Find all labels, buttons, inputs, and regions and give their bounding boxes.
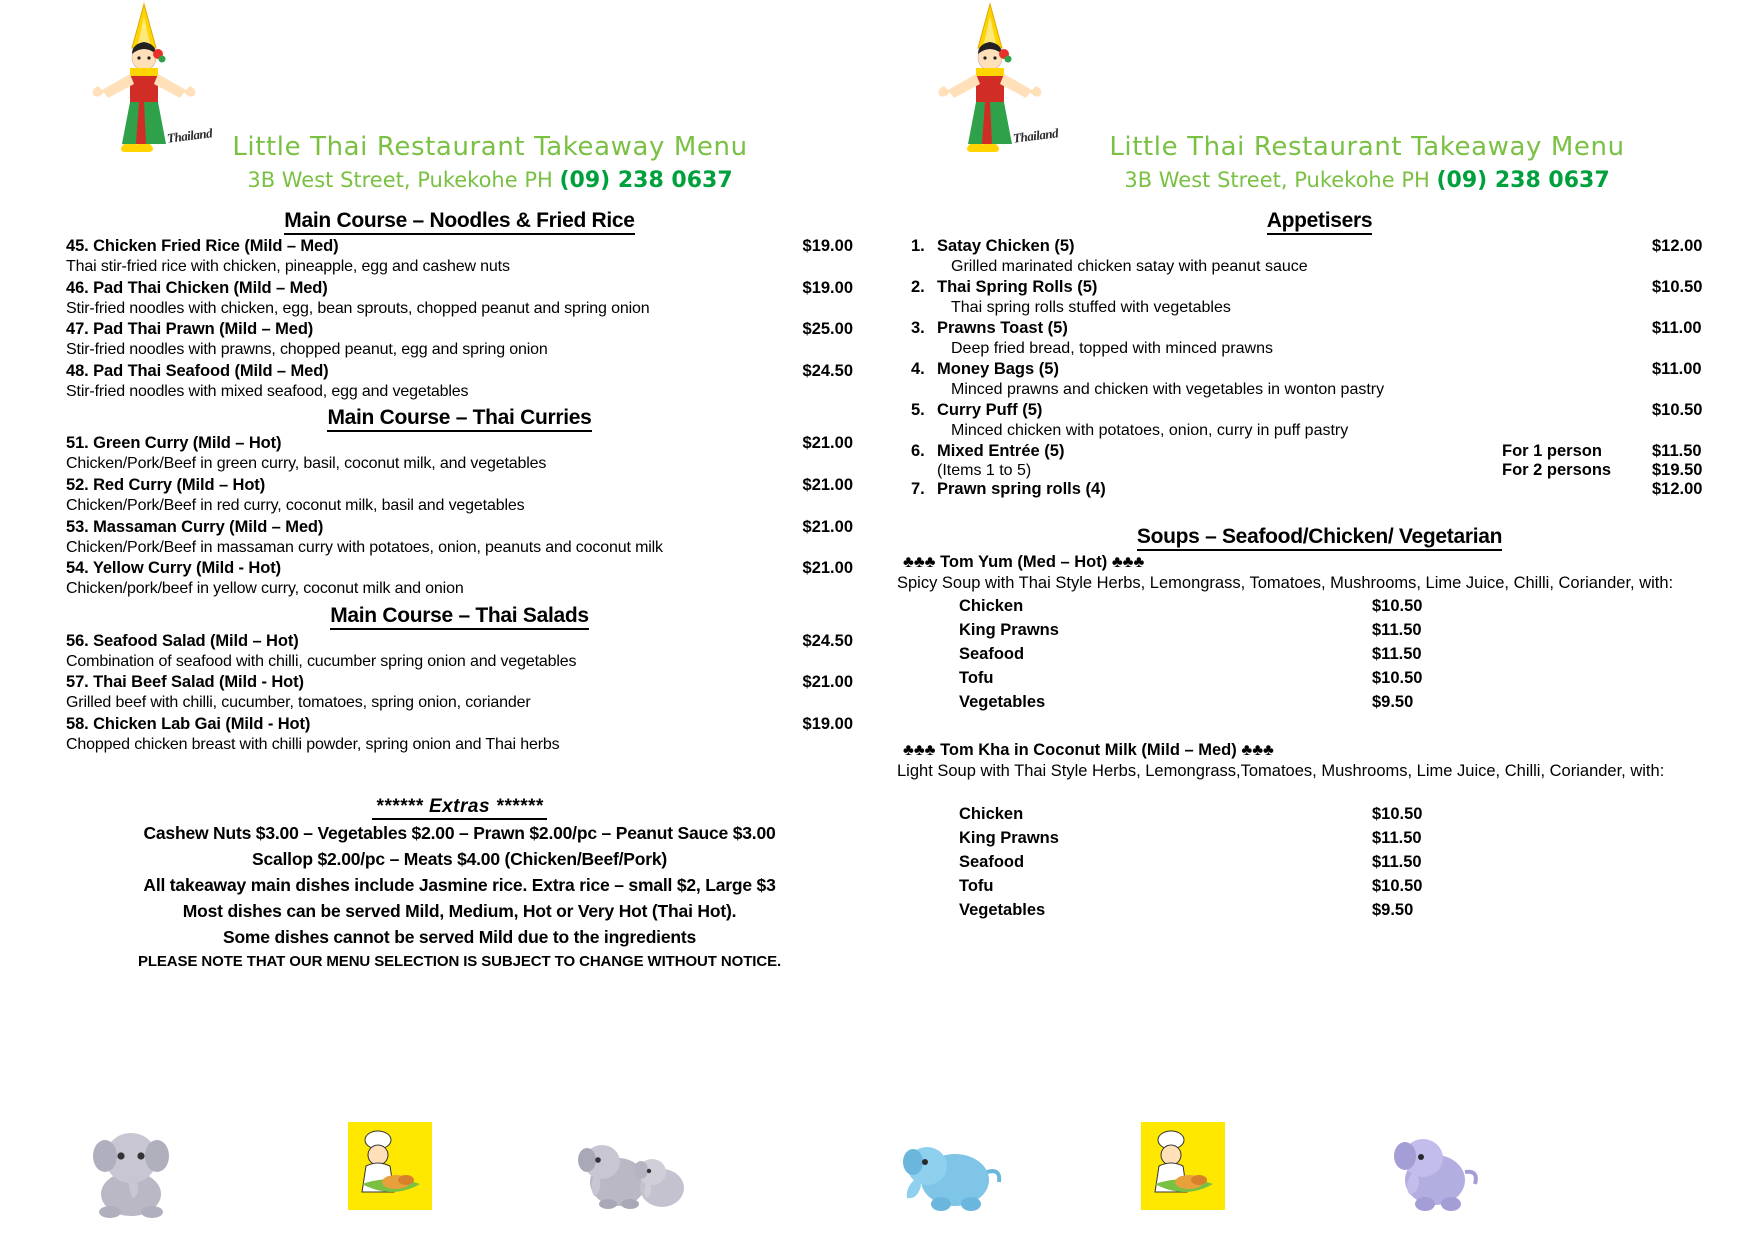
two-elephants-image bbox=[578, 1126, 688, 1221]
soup-name: Tom Yum (Med – Hot) bbox=[940, 553, 1108, 572]
option-label: King Prawns bbox=[959, 829, 1059, 848]
option-price: $10.50 bbox=[1372, 805, 1423, 824]
dish-description: Thai stir-fried rice with chicken, pineapple, egg and cashew nuts bbox=[66, 258, 510, 275]
dish-list-curries bbox=[66, 434, 853, 599]
option-price: $9.50 bbox=[1372, 900, 1414, 919]
dish-name: 54. Yellow Curry (Mild - Hot) bbox=[66, 559, 281, 578]
item-name: Thai Spring Rolls (5) bbox=[937, 278, 1098, 297]
item-price: $10.50 bbox=[1652, 401, 1703, 420]
option-price: $11.50 bbox=[1372, 621, 1422, 640]
extras-line: All takeaway main dishes include Jasmine rice. Extra rice – small $2, Large $3 bbox=[143, 874, 776, 895]
option-price: $10.50 bbox=[1372, 669, 1423, 688]
extras-block bbox=[66, 796, 853, 970]
dish-price: $19.00 bbox=[802, 714, 853, 733]
list-item bbox=[897, 442, 1742, 480]
item-description: (Items 1 to 5) bbox=[937, 462, 1032, 480]
soup-option bbox=[897, 803, 1742, 827]
soup-option bbox=[897, 875, 1742, 899]
chef-with-dish-image bbox=[348, 1122, 432, 1210]
item-price: $12.00 bbox=[1652, 480, 1703, 499]
list-item bbox=[897, 480, 1742, 499]
extras-line: Cashew Nuts $3.00 – Vegetables $2.00 – Prawn $2.00/pc – Peanut Sauce $3.00 bbox=[143, 822, 776, 843]
item-price: $11.50 bbox=[1652, 442, 1702, 461]
item-number: 7. bbox=[911, 480, 925, 499]
dish-price: $24.50 bbox=[802, 631, 853, 650]
logo-caption: Thailand bbox=[1012, 125, 1059, 146]
item-number: 6. bbox=[911, 442, 925, 461]
dish-name: 47. Pad Thai Prawn (Mild – Med) bbox=[66, 320, 314, 339]
option-label: King Prawns bbox=[959, 621, 1059, 640]
list-item bbox=[897, 360, 1742, 401]
dish-name: 45. Chicken Fried Rice (Mild – Med) bbox=[66, 237, 339, 255]
dish-description: Chicken/pork/beef in yellow curry, coconut milk and onion bbox=[66, 580, 464, 598]
logo-caption: Thailand bbox=[166, 125, 213, 146]
option-price: $10.50 bbox=[1372, 876, 1423, 895]
left-sections bbox=[0, 209, 877, 970]
list-item bbox=[897, 401, 1742, 442]
option-label: Seafood bbox=[959, 645, 1025, 664]
chilli-rating-icon: ♣♣♣ bbox=[903, 741, 936, 760]
dish-row bbox=[66, 476, 853, 517]
item-name: Money Bags (5) bbox=[937, 360, 1059, 379]
item-name: Mixed Entrée (5) bbox=[937, 442, 1065, 461]
soup-option bbox=[897, 691, 1742, 715]
dish-name: 48. Pad Thai Seafood (Mild – Med) bbox=[66, 361, 329, 380]
soup-name: Tom Kha in Coconut Milk (Mild – Med) bbox=[940, 741, 1237, 760]
item-description: Grilled marinated chicken satay with peanut sauce bbox=[951, 258, 1308, 275]
item-price-secondary: $19.50 bbox=[1652, 461, 1703, 480]
soup-option bbox=[897, 899, 1742, 923]
appetiser-list bbox=[897, 237, 1742, 499]
option-label: Tofu bbox=[959, 876, 994, 895]
item-price: $10.50 bbox=[1652, 278, 1703, 297]
soup-option bbox=[897, 619, 1742, 643]
section-heading-appetisers: Appetisers bbox=[897, 209, 1742, 233]
item-name: Curry Puff (5) bbox=[937, 401, 1043, 420]
restaurant-title: Little Thai Restaurant Takeaway Menu bbox=[232, 132, 748, 162]
blue-elephant-image bbox=[897, 1132, 1007, 1221]
item-number: 1. bbox=[911, 237, 925, 255]
dish-price: $24.50 bbox=[802, 361, 853, 380]
dish-name: 53. Massaman Curry (Mild – Med) bbox=[66, 517, 324, 536]
dish-price: $21.00 bbox=[802, 673, 853, 692]
soup-entry-tom-kha bbox=[897, 741, 1742, 923]
chilli-rating-icon: ♣♣♣ bbox=[1241, 741, 1274, 760]
menu-change-notice: PLEASE NOTE THAT OUR MENU SELECTION IS SUBJECT TO CHANGE WITHOUT NOTICE. bbox=[137, 952, 782, 970]
item-price: $11.00 bbox=[1652, 360, 1702, 379]
item-description: Minced prawns and chicken with vegetables in wonton pastry bbox=[951, 381, 1385, 399]
dish-description: Stir-fried noodles with prawns, chopped peanut, egg and spring onion bbox=[66, 341, 548, 359]
option-price: $10.50 bbox=[1372, 597, 1423, 616]
dish-description: Grilled beef with chilli, cucumber, tomatoes, spring onion, coriander bbox=[66, 694, 531, 712]
item-name: Satay Chicken (5) bbox=[937, 237, 1075, 255]
brand-block bbox=[230, 132, 750, 193]
soup-description: Light Soup with Thai Style Herbs, Lemongrass,Tomatoes, Mushrooms, Lime Juice, Chilli, Coriander, with: bbox=[897, 762, 1665, 781]
grey-elephant-sitting-image bbox=[88, 1122, 174, 1223]
address-text: 3B West Street, Pukekohe PH bbox=[1124, 168, 1437, 192]
dish-name: 46. Pad Thai Chicken (Mild – Med) bbox=[66, 278, 328, 297]
soup-option bbox=[897, 851, 1742, 875]
extras-line: Some dishes cannot be served Mild due to the ingredients bbox=[222, 926, 697, 947]
brand-block bbox=[1037, 132, 1697, 193]
dish-list-salads bbox=[66, 632, 853, 756]
item-price: $12.00 bbox=[1652, 237, 1703, 255]
soup-options bbox=[897, 595, 1742, 715]
right-footer-art bbox=[877, 1122, 1754, 1232]
dish-row bbox=[66, 362, 853, 403]
soup-title bbox=[897, 741, 1742, 760]
option-price: $9.50 bbox=[1372, 693, 1414, 712]
chef-with-dish-image bbox=[1141, 1122, 1225, 1210]
extras-line: Scallop $2.00/pc – Meats $4.00 (Chicken/Beef/Pork) bbox=[251, 848, 668, 869]
dish-row bbox=[66, 559, 853, 600]
dish-price: $21.00 bbox=[802, 559, 853, 578]
item-description: Deep fried bread, topped with minced prawns bbox=[951, 340, 1273, 358]
option-label: Seafood bbox=[959, 853, 1025, 872]
dish-description: Chicken/Pork/Beef in green curry, basil, coconut milk, and vegetables bbox=[66, 455, 547, 473]
option-label: Chicken bbox=[959, 597, 1024, 616]
soup-options bbox=[897, 803, 1742, 923]
dish-row bbox=[66, 237, 853, 278]
extras-title: ****** Extras ****** bbox=[66, 796, 853, 818]
list-item bbox=[897, 319, 1742, 360]
soup-option bbox=[897, 827, 1742, 851]
restaurant-address bbox=[230, 168, 750, 193]
extras-line: Most dishes can be served Mild, Medium, Hot or Very Hot (Thai Hot). bbox=[182, 900, 737, 921]
phone-number: (09) 238 0637 bbox=[1436, 168, 1610, 193]
dish-description: Stir-fried noodles with chicken, egg, bean sprouts, chopped peanut and spring onion bbox=[66, 299, 650, 317]
item-description: Minced chicken with potatoes, onion, curry in puff pastry bbox=[951, 422, 1349, 440]
option-price: $11.50 bbox=[1372, 853, 1422, 872]
dish-price: $19.00 bbox=[802, 237, 853, 255]
dish-price: $21.00 bbox=[802, 434, 853, 453]
section-heading-noodles: Main Course – Noodles & Fried Rice bbox=[66, 209, 853, 233]
item-price: $11.00 bbox=[1652, 319, 1702, 338]
dish-name: 57. Thai Beef Salad (Mild - Hot) bbox=[66, 673, 304, 692]
option-label: Vegetables bbox=[959, 693, 1046, 712]
address-text: 3B West Street, Pukekohe PH bbox=[247, 168, 560, 192]
option-label: Vegetables bbox=[959, 900, 1046, 919]
soup-option bbox=[897, 667, 1742, 691]
dish-name: 51. Green Curry (Mild – Hot) bbox=[66, 434, 282, 453]
dish-price: $19.00 bbox=[802, 278, 853, 297]
item-qualifier: For 1 person bbox=[1502, 442, 1602, 461]
dish-row bbox=[66, 673, 853, 714]
chilli-rating-icon: ♣♣♣ bbox=[1111, 553, 1145, 572]
dish-row bbox=[66, 632, 853, 673]
dish-row bbox=[66, 279, 853, 320]
dish-description: Stir-fried noodles with mixed seafood, egg and vegetables bbox=[66, 382, 469, 400]
left-header bbox=[0, 0, 877, 205]
dish-description: Chicken/Pork/Beef in red curry, coconut milk, basil and vegetables bbox=[66, 496, 525, 514]
menu-right-page bbox=[877, 0, 1754, 1240]
left-footer-art bbox=[0, 1122, 877, 1232]
right-sections bbox=[877, 209, 1754, 923]
dish-row bbox=[66, 715, 853, 756]
section-heading-soups: Soups – Seafood/Chicken/ Vegetarian bbox=[897, 525, 1742, 549]
option-price: $11.50 bbox=[1372, 829, 1422, 848]
list-item bbox=[897, 237, 1742, 278]
item-number: 3. bbox=[911, 319, 925, 338]
dish-row bbox=[66, 434, 853, 475]
dish-description: Chopped chicken breast with chilli powder, spring onion and Thai herbs bbox=[66, 735, 560, 753]
item-number: 4. bbox=[911, 360, 925, 379]
item-name: Prawns Toast (5) bbox=[937, 319, 1068, 338]
dish-name: 58. Chicken Lab Gai (Mild - Hot) bbox=[66, 714, 311, 733]
soup-title bbox=[897, 553, 1742, 572]
dish-name: 52. Red Curry (Mild – Hot) bbox=[66, 475, 266, 494]
restaurant-address bbox=[1037, 168, 1697, 193]
dish-row bbox=[66, 320, 853, 361]
dish-price: $21.00 bbox=[802, 517, 853, 536]
soup-entry-tom-yum bbox=[897, 553, 1742, 715]
section-heading-curries: Main Course – Thai Curries bbox=[66, 406, 853, 430]
dish-price: $25.00 bbox=[802, 320, 853, 339]
restaurant-title: Little Thai Restaurant Takeaway Menu bbox=[1109, 132, 1625, 162]
right-header bbox=[877, 0, 1754, 205]
option-price: $11.50 bbox=[1372, 645, 1422, 664]
dish-description: Combination of seafood with chilli, cucumber spring onion and vegetables bbox=[66, 652, 577, 670]
purple-elephant-image bbox=[1389, 1126, 1489, 1223]
item-qualifier-secondary: For 2 persons bbox=[1502, 461, 1612, 480]
dish-row bbox=[66, 518, 853, 559]
soup-description: Spicy Soup with Thai Style Herbs, Lemongrass, Tomatoes, Mushrooms, Lime Juice, Chilli, Coriander, with: bbox=[897, 574, 1674, 593]
item-name: Prawn spring rolls (4) bbox=[937, 480, 1106, 499]
option-label: Chicken bbox=[959, 805, 1024, 824]
item-description: Thai spring rolls stuffed with vegetables bbox=[951, 299, 1231, 317]
option-label: Tofu bbox=[959, 669, 994, 688]
item-number: 2. bbox=[911, 278, 925, 297]
item-number: 5. bbox=[911, 401, 925, 420]
soup-option bbox=[897, 643, 1742, 667]
phone-number: (09) 238 0637 bbox=[559, 168, 733, 193]
dish-list-noodles bbox=[66, 237, 853, 402]
list-item bbox=[897, 278, 1742, 319]
chilli-rating-icon: ♣♣♣ bbox=[903, 553, 936, 572]
dish-description: Chicken/Pork/Beef in massaman curry with potatoes, onion, peanuts and coconut milk bbox=[66, 538, 663, 556]
section-heading-salads: Main Course – Thai Salads bbox=[66, 604, 853, 628]
dish-price: $21.00 bbox=[802, 475, 853, 494]
soup-option bbox=[897, 595, 1742, 619]
dish-name: 56. Seafood Salad (Mild – Hot) bbox=[66, 631, 299, 650]
